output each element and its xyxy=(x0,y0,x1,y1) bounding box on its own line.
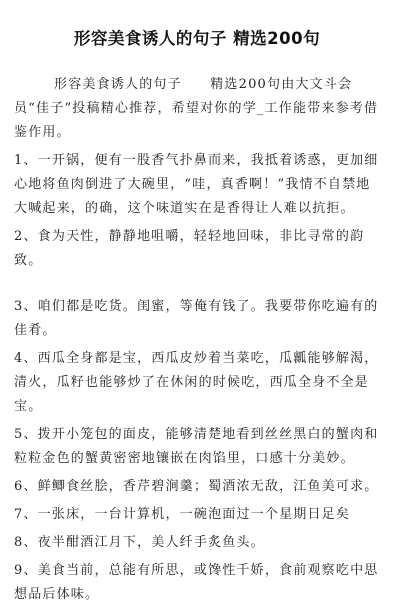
list-item: 7、一张床，一台计算机，一碗泡面过一个星期日足矣 xyxy=(14,507,351,522)
list-item: 2、食为天性，静静地咀嚼，轻轻地回味，非比寻常的韵致。 xyxy=(14,229,365,268)
list-item: 3、咱们都是吃货。闺蜜，等俺有钱了。我要带你吃遍有的佳肴。 xyxy=(14,299,379,338)
list-item: 5、拨开小笼包的面皮，能够清楚地看到丝丝黑白的蟹肉和粒粒金色的蟹黄密密地镶嵌在肉馅里，口感十分美妙。 xyxy=(14,427,379,466)
list-item: 6、鲜鲫食丝脍，香芹碧涧羹；蜀酒浓无敌，江鱼美可求。 xyxy=(14,479,379,494)
list-item: 9、美食当前，总能有所思，或馋性千娇，食前观察吃中思想品后体味。 xyxy=(14,563,379,602)
sentence-list xyxy=(14,149,380,607)
list-item: 1、一开锅，便有一股香气扑鼻而来，我抵着诱惑，更加细心地将鱼肉倒进了大碗里，“哇，真香啊！”我情不自禁地大喊起来，的确，这个味道实在是香得让人难以抗拒。 xyxy=(14,153,379,216)
list-item: 8、夜半酣酒江月下，美人纤手炙鱼头。 xyxy=(14,535,265,550)
article-title: 形容美食诱人的句子 精选200句 xyxy=(73,29,321,48)
list-item: 4、西瓜全身都是宝，西瓜皮炒着当菜吃，瓜瓤能够解渴，清火，瓜籽也能够炒了在休闲的时候吃，西瓜全身不全是宝。 xyxy=(14,351,379,414)
article-intro: 形容美食诱人的句子 精选200句由大文斗会员“佳子”投稿精心推荐，希望对你的学_工作能带来参考借鉴作用。 xyxy=(14,77,379,140)
